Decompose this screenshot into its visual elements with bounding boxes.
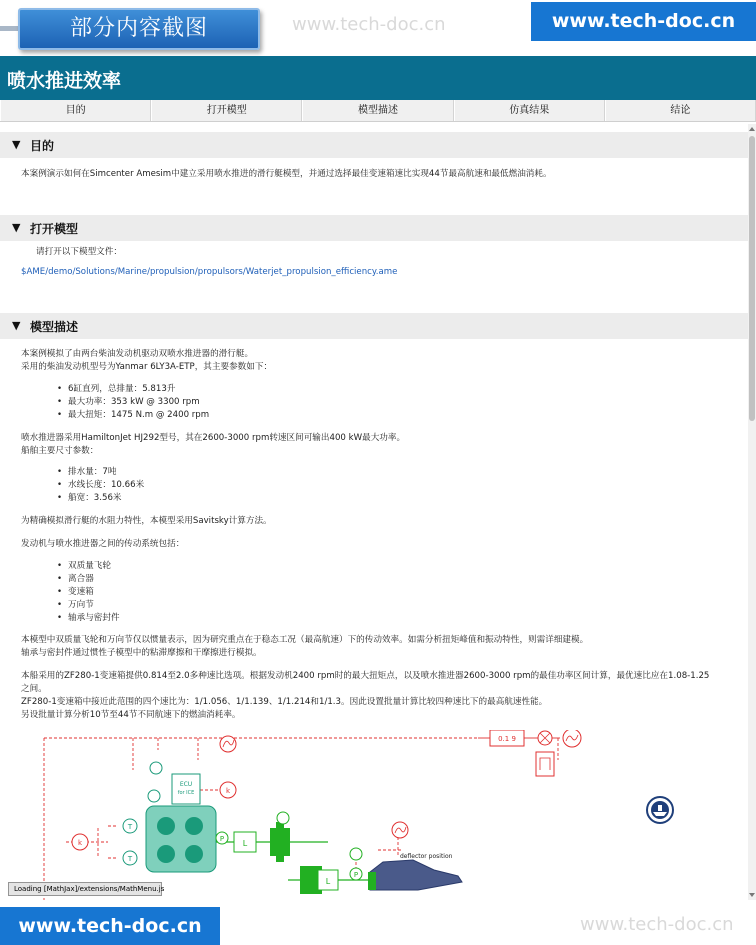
svg-text:T: T: [127, 855, 133, 863]
gear-text-1b: 之间。: [21, 684, 47, 694]
brand-link-bottom[interactable]: www.tech-doc.cn: [0, 907, 220, 945]
list-item: • 排水量：7吨: [68, 466, 116, 479]
list-item: • 变速箱: [68, 586, 94, 599]
svg-text:k: k: [225, 787, 231, 795]
tab-open-model[interactable]: 打开模型: [151, 100, 302, 121]
speed-sensor-icon[interactable]: [350, 848, 362, 860]
tab-simulation-results[interactable]: 仿真结果: [454, 100, 605, 121]
signal-source-icon[interactable]: [220, 736, 236, 752]
page-title: 喷水推进效率: [7, 70, 122, 92]
scroll-up-arrow-icon[interactable]: [749, 127, 755, 131]
description-intro-2: 采用的柴油发动机型号为Yanmar 6LY3A-ETP，其主要参数如下：: [21, 362, 273, 372]
list-item: • 离合器: [68, 573, 94, 586]
list-item: • 双质量飞轮: [68, 560, 111, 573]
deflector-source-icon[interactable]: [392, 822, 408, 838]
open-model-text: 请打开以下模型文件：: [36, 247, 122, 257]
list-item: • 水线长度：10.66米: [68, 479, 144, 492]
content-area: [0, 124, 748, 900]
section-title: 模型描述: [30, 320, 79, 334]
vertical-scrollbar[interactable]: [748, 124, 756, 900]
gear-text-3: 另设批量计算分析10节至44节不同航速下的燃油消耗率。: [21, 710, 241, 720]
torque-sensor-icon[interactable]: [123, 819, 137, 865]
transmission-intro: 发动机与喷水推进器之间的传动系统包括：: [21, 539, 185, 549]
brand-link-top[interactable]: www.tech-doc.cn: [531, 2, 756, 41]
gear-text-2: ZF280-1变速箱中接近此范围的四个速比为：1/1.056、1/1.139、1/1.214和1/1.3。因此设置批量计算比较四种速比下的最高航速性能。: [21, 697, 548, 707]
collapse-triangle-icon[interactable]: ▼: [12, 138, 21, 151]
gear-text-1: 本船采用的ZF280-1变速箱提供0.814至2.0多种速比选项。根据发动机2400 rpm时的最大扭矩点，以及喷水推进器2600-3000 rpm的最佳功率区间计算，最优速比应在1.08-1.25: [21, 671, 710, 681]
section-header-model-description[interactable]: [0, 313, 748, 339]
gain-block[interactable]: [490, 730, 524, 746]
description-intro-1: 本案例模拟了由两台柴油发动机驱动双喷水推进器的滑行艇。: [21, 349, 254, 359]
list-item: • 最大功率：353 kW @ 3300 rpm: [68, 396, 200, 409]
waterjet-text-1: 喷水推进器采用HamiltonJet HJ292型号，其在2600-3000 rpm转速区间可输出400 kW最大功率。: [21, 433, 406, 443]
gearbox-icon[interactable]: [270, 822, 290, 862]
top-banner: [0, 0, 756, 56]
speed-sensor-icon[interactable]: [277, 812, 289, 824]
list-item: • 船宽：3.56米: [68, 492, 122, 505]
deflector-label: deflector position: [400, 853, 453, 860]
tab-purpose[interactable]: 目的: [0, 100, 151, 121]
svg-text:L: L: [325, 877, 331, 886]
svg-text:P: P: [219, 835, 225, 843]
svg-text:k: k: [77, 839, 83, 847]
screenshot-badge: 部分内容截图: [18, 8, 260, 50]
section-title: 目的: [30, 139, 55, 153]
section-nav: [0, 100, 756, 122]
sum-junction-icon[interactable]: [538, 731, 552, 745]
svg-text:L: L: [242, 839, 248, 848]
section-header-open-model[interactable]: [0, 215, 748, 241]
collapse-triangle-icon[interactable]: ▼: [12, 319, 21, 332]
section-title: 打开模型: [30, 222, 79, 236]
engine-icon[interactable]: [146, 806, 216, 872]
model-file-link[interactable]: $AME/demo/Solutions/Marine/propulsion/propulsors/Waterjet_propulsion_efficiency.ame: [21, 267, 398, 277]
mathjax-loading-status: Loading [MathJax]/extensions/MathMenu.js: [8, 882, 162, 896]
inertia-text-1: 本模型中双质量飞轮和万向节仅以惯量表示，因为研究重点在于稳态工况（最高航速）下的传动效率。如需分析扭矩峰值和振动特性，则需详细建模。: [21, 635, 589, 645]
scroll-down-arrow-icon[interactable]: [749, 893, 755, 897]
tab-conclusion[interactable]: 结论: [605, 100, 756, 121]
tab-model-description[interactable]: 模型描述: [302, 100, 453, 121]
scrollbar-thumb[interactable]: [749, 136, 755, 421]
gain-label: 0.1 9: [498, 735, 516, 743]
purpose-text: 本案例演示如何在Simcenter Amesim中建立采用喷水推进的滑行艇模型，并通过选择最佳变速箱速比实现44节最高航速和最低燃油消耗。: [21, 169, 552, 179]
sensor-icon[interactable]: [148, 762, 162, 802]
gain-k-icon[interactable]: [72, 834, 88, 850]
signal-source-icon[interactable]: [563, 730, 581, 747]
page-header: [0, 56, 756, 100]
pressure-source-icon[interactable]: [216, 832, 228, 844]
model-diagram[interactable]: [38, 730, 738, 900]
gain-k-icon[interactable]: [220, 782, 236, 798]
boat-icon[interactable]: [647, 797, 673, 823]
inertia-text-2: 轴承与密封件通过惯性子模型中的粘滞摩擦和干摩擦进行模拟。: [21, 648, 262, 658]
list-item: • 轴承与密封件: [68, 612, 120, 625]
savitsky-text: 为精确模拟滑行艇的水阻力特性，本模型采用Savitsky计算方法。: [21, 516, 272, 526]
svg-text:T: T: [127, 823, 133, 831]
watermark-top: www.tech-doc.cn: [292, 14, 446, 35]
clutch-icon[interactable]: [234, 832, 256, 852]
pressure-source-icon[interactable]: [350, 868, 362, 880]
collapse-triangle-icon[interactable]: ▼: [12, 221, 21, 234]
svg-text:P: P: [353, 871, 359, 879]
ecu-block[interactable]: [172, 774, 200, 804]
waterjet-text-2: 船舶主要尺寸参数：: [21, 446, 99, 456]
list-item: • 6缸直列，总排量：5.813升: [68, 383, 175, 396]
section-header-purpose[interactable]: [0, 132, 748, 158]
waterjet-hull-icon[interactable]: [368, 860, 462, 890]
bearing-icon[interactable]: [318, 870, 338, 890]
ecu-label: ECU: [179, 781, 193, 788]
list-item: • 万向节: [68, 599, 94, 612]
watermark-bottom: www.tech-doc.cn: [580, 914, 734, 935]
ecu-sublabel: for ICE: [177, 790, 195, 796]
list-item: • 最大扭矩：1475 N.m @ 2400 rpm: [68, 409, 209, 422]
controller-block[interactable]: [536, 752, 554, 776]
